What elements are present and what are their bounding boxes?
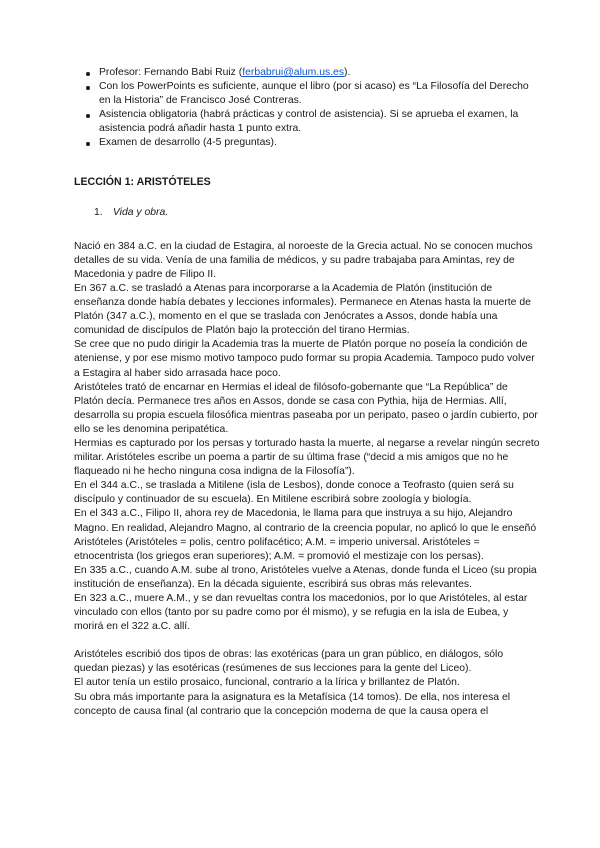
info-bullet-list <box>74 66 540 151</box>
bullet-text: Con los PowerPoints es suficiente, aunque el libro (por si acaso) es “La Filosofía del Derecho en la Historia” de Francisco José Contreras. <box>99 81 529 107</box>
bullet-dot <box>86 86 90 90</box>
lesson-title: LECCIÓN 1: ARISTÓTELES <box>74 175 211 188</box>
paragraph: Aristóteles escribió dos tipos de obras: las exotéricas (para un gran público, en diálogos, sólo quedan piezas) y las esotéricas (resúmenes de sus lecciones para la gente del Liceo). <box>74 649 504 675</box>
paragraph: Hermias es capturado por los persas y torturado hasta la muerte, al negarse a revelar ningún secreto militar. Aristóteles escribe un poema a partir de su última frase (“decid a mis amigos que no he flaqueado ni he hecho ninguna cosa indigna de la Filosofía”). <box>74 437 540 478</box>
paragraph: Nació en 384 a.C. en la ciudad de Estagira, al noroeste de la Grecia actual. No se conocen muchos detalles de su vida. Venía de una familia de médicos, y su padre trabajaba para Amintas, rey de Macedonia y padre de Filipo II. <box>74 240 533 280</box>
bullet-item-professor <box>74 66 540 80</box>
subsection-heading <box>94 206 540 220</box>
bullet-dot <box>86 142 90 146</box>
bullet-dot <box>86 114 90 118</box>
email-link[interactable]: ferbabrui@alum.us.es <box>242 67 345 78</box>
paragraph: En 335 a.C., cuando A.M. sube al trono, Aristóteles vuelve a Atenas, donde funda el Liceo (su propia institución de enseñanza). En la década siguiente, escribirá sus obras más relevantes. <box>74 564 537 590</box>
paragraph: Su obra más importante para la asignatura es la Metafísica (14 tomos). De ella, nos interesa el concepto de causa final (al contrario que la concepción moderna de que la causa opera el <box>74 691 511 717</box>
paragraph: En 367 a.C. se trasladó a Atenas para incorporarse a la Academia de Platón (institución de enseñanza donde había debates y lecciones informales). Permanece en Atenas hasta la muerte de Platón (347 a.C.), momento en el que se traslada con Jenócrates a Assos, donde había una comunidad de discípulos de Platón bajo la protección del tirano Hermias. <box>74 282 531 337</box>
bullet-item-exam <box>74 136 540 150</box>
paragraph: En el 343 a.C., Filipo II, ahora rey de Macedonia, le llama para que instruya a su hijo, Alejandro Magno. En realidad, Alejandro Magno, al contrario de la creencia popular, no aplicó lo que le enseñó Aristóteles (Aristóteles = polis, centro polifacético; A.M. = imperio universal. Aristóteles = etnocentrista (los griegos eran superiores); A.M. = promovió el mestizaje con los persas). <box>74 508 537 562</box>
bullet-item-materials <box>74 80 540 108</box>
biography-section <box>74 240 540 635</box>
paragraph: Se cree que no pudo dirigir la Academia tras la muerte de Platón porque no poseía la condición de ateniense, y por ese mismo motivo tampoco pudo formar su propia Academia. Tampoco pudo volver a Estagira al haber sido arrasada hace poco. <box>74 339 535 379</box>
bullet-dot <box>86 72 90 76</box>
bullet-text: Asistencia obligatoria (habrá prácticas y control de asistencia). Si se aprueba el examen, la asistencia podrá añadir hasta 1 punto extra. <box>99 109 519 135</box>
subsection-number: 1. <box>94 206 103 218</box>
subsection-title: Vida y obra. <box>112 206 169 218</box>
works-section <box>74 648 540 718</box>
bullet-text: ). <box>344 67 351 78</box>
bullet-text: Examen de desarrollo (4-5 preguntas). <box>99 137 277 149</box>
bullet-item-attendance <box>74 108 540 136</box>
paragraph: Aristóteles trató de encarnar en Hermias el ideal de filósofo-gobernante que “La República” de Platón decía. Permanece tres años en Assos, donde se casa con Pythia, hija de Hermias. Allí, desarrolla su propia escuela filosófica mientras paseaba por un peripato, paseo o jardín cubierto, por ello se les denomina peripatética. <box>74 381 538 435</box>
paragraph: En 323 a.C., muere A.M., y se dan revueltas contra los macedonios, por lo que Aristóteles, al estar vinculado con ellos (tanto por su padre como por él mismo), y se refugia en la isla de Eubea, y morirá en el 322 a.C. allí. <box>74 593 528 633</box>
paragraph: El autor tenía un estilo prosaico, funcional, contrario a la lírica y brillantez de Platón. <box>74 677 460 689</box>
bullet-text: Profesor: Fernando Babi Ruiz ( <box>99 67 243 78</box>
paragraph: En el 344 a.C., se traslada a Mitilene (isla de Lesbos), donde conoce a Teofrasto (quien será su discípulo y continuador de su escuela). En Mitilene escribirá sobre zoología y biología. <box>74 480 514 506</box>
